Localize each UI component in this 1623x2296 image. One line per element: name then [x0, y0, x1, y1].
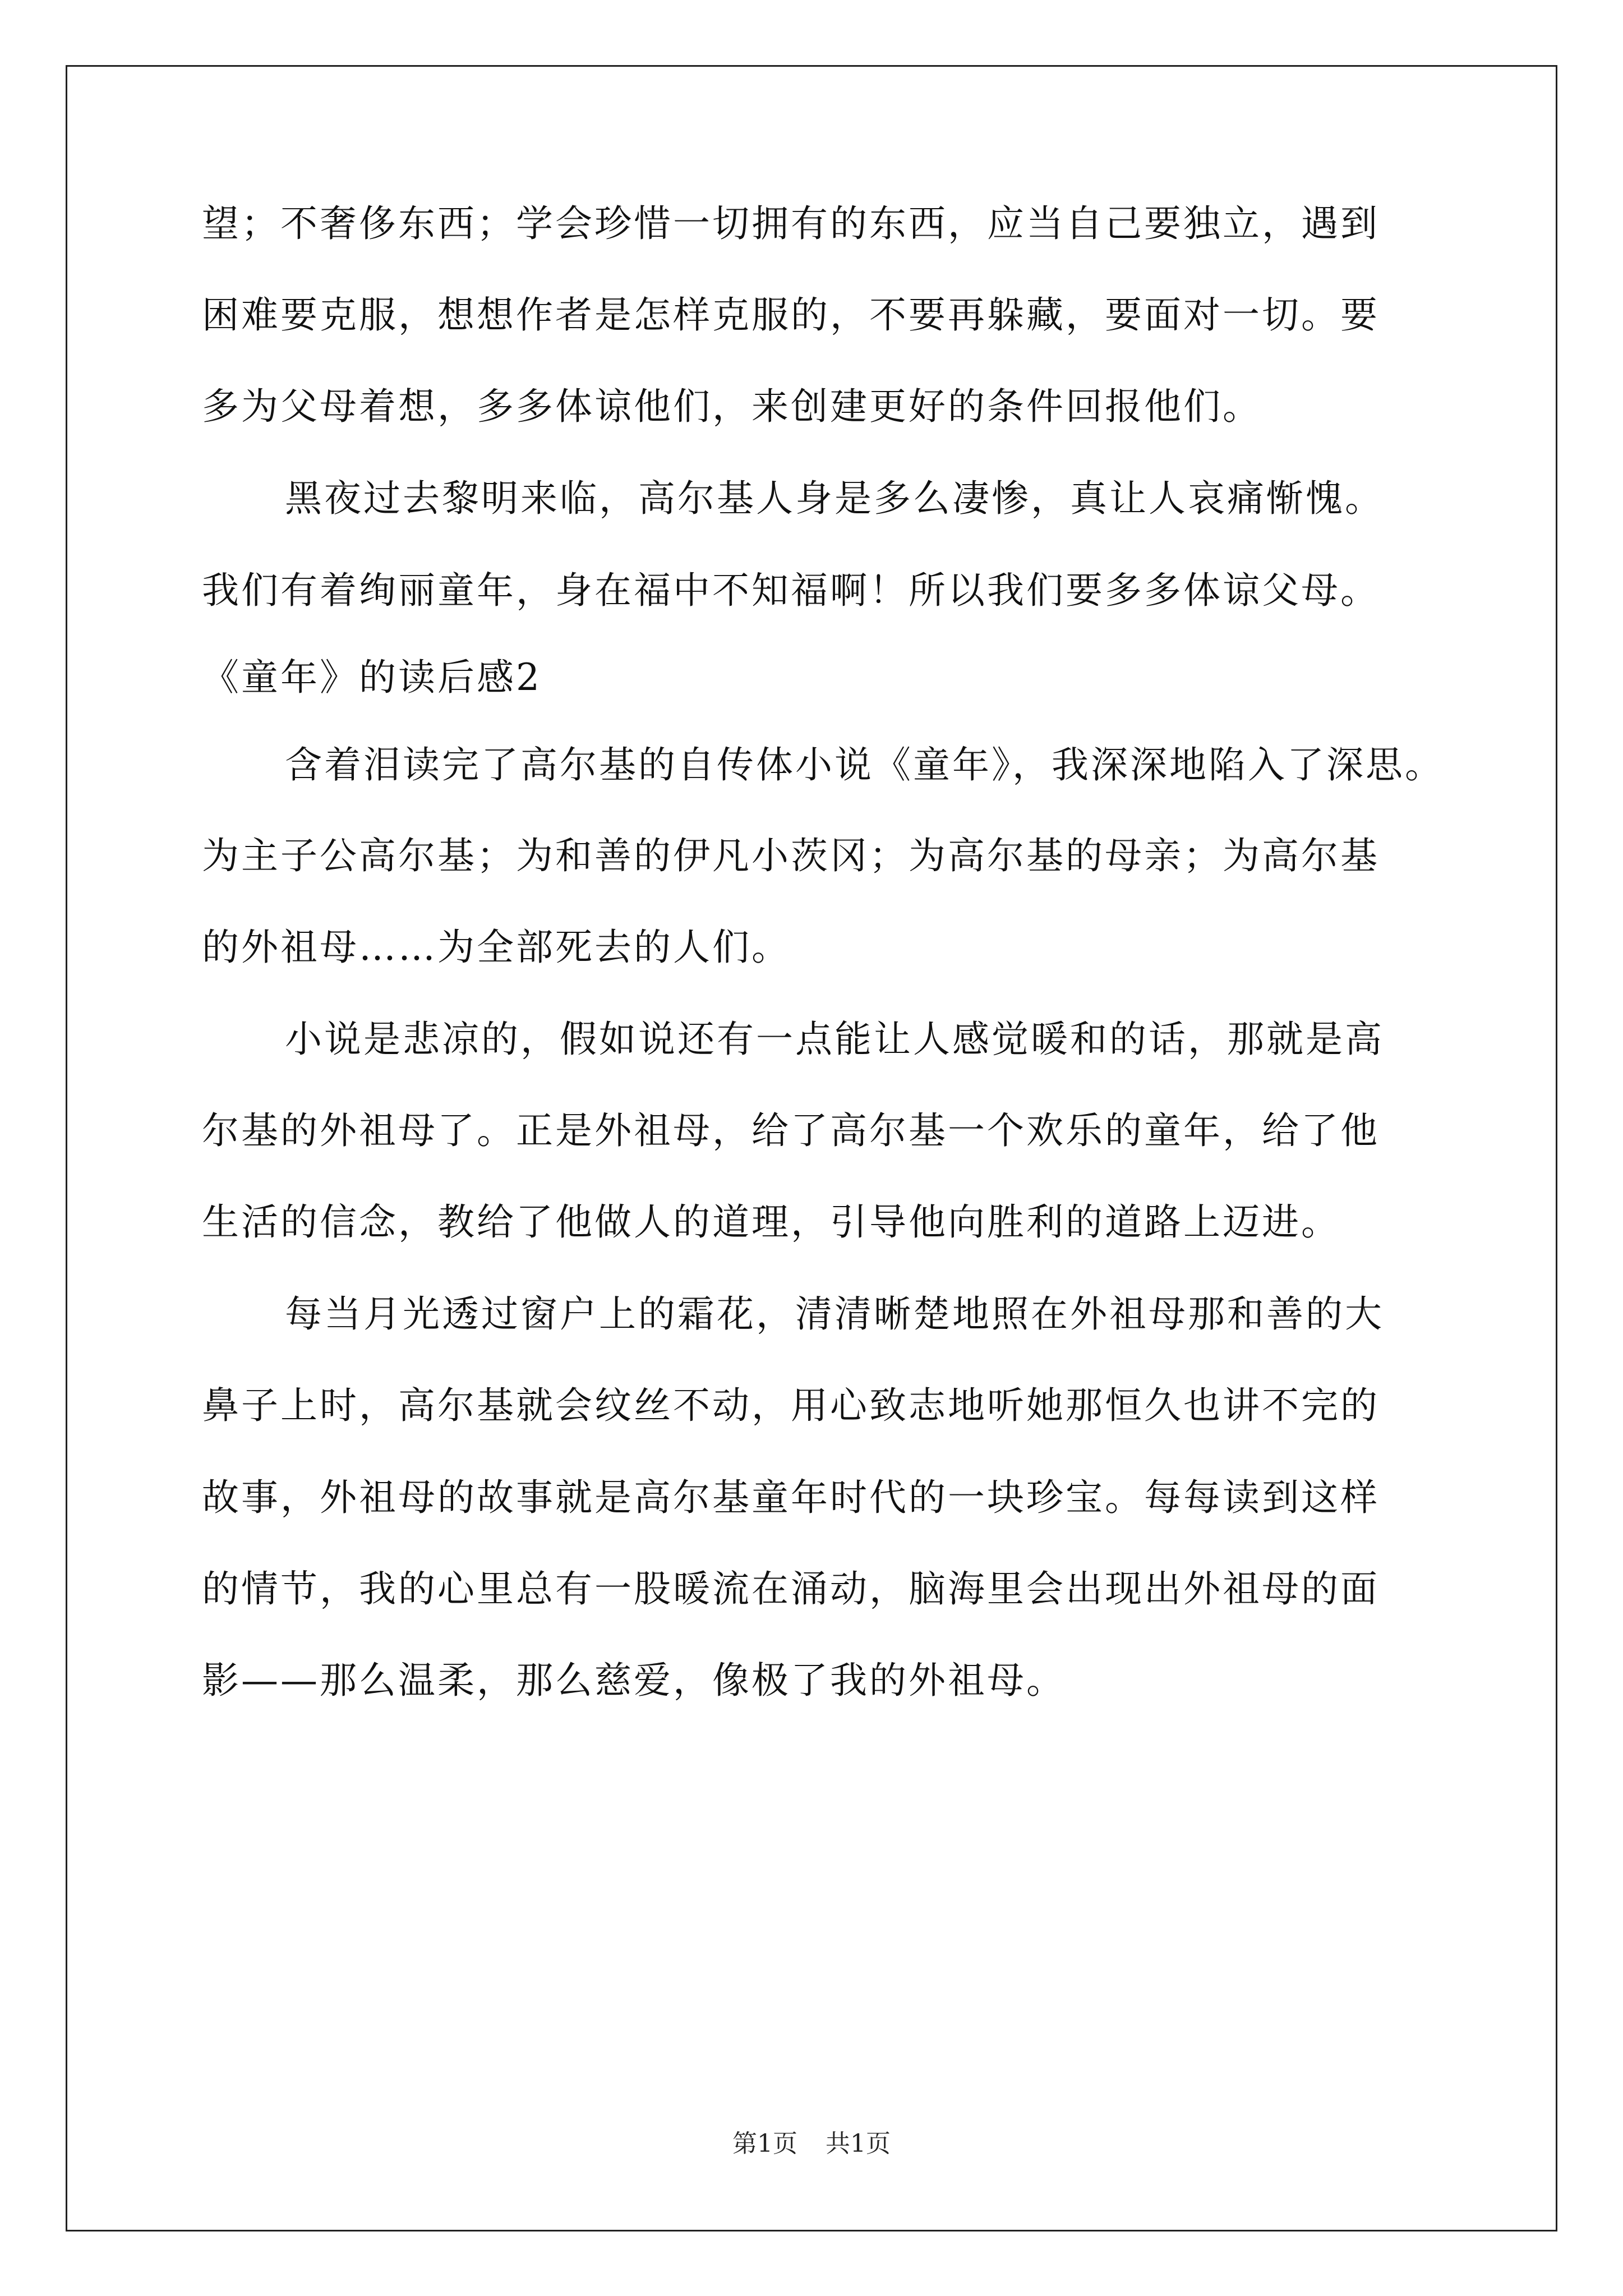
section-heading: 《童年》的读后感2 [202, 656, 542, 699]
text-line: 多为父母着想，多多体谅他们，来创建更好的条件回报他们。 [202, 385, 1262, 428]
text-line: 望；不奢侈东西；学会珍惜一切拥有的东西，应当自己要独立，遇到 [202, 202, 1380, 245]
page-footer [0, 2129, 1623, 2158]
paragraph-start: 含着泪读完了高尔基的自传体小说《童年》，我深深地陷入了深思。 [285, 743, 1444, 786]
text-line: 为主子公高尔基；为和善的伊凡小茨冈；为高尔基的母亲；为高尔基 [202, 834, 1380, 877]
paragraph-start: 黑夜过去黎明来临，高尔基人身是多么凄惨，真让人哀痛惭愧。 [285, 477, 1384, 520]
text-line: 影——那么温柔，那么慈爱，像极了我的外祖母。 [202, 1659, 1066, 1702]
paragraph-start: 每当月光透过窗户上的霜花，清清晰楚地照在外祖母那和善的大 [285, 1292, 1384, 1336]
text-line: 尔基的外祖母了。正是外祖母，给了高尔基一个欢乐的童年，给了他 [202, 1109, 1380, 1152]
text-line: 故事，外祖母的故事就是高尔基童年时代的一块珍宝。每每读到这样 [202, 1476, 1380, 1519]
text-line: 的情节，我的心里总有一股暖流在涌动，脑海里会出现出外祖母的面 [202, 1567, 1380, 1611]
text-line: 生活的信念，教给了他做人的道理，引导他向胜利的道路上迈进。 [202, 1200, 1340, 1244]
text-line: 困难要克服，想想作者是怎样克服的，不要再躲藏，要面对一切。要 [202, 293, 1380, 337]
text-line: 我们有着绚丽童年，身在福中不知福啊！所以我们要多多体谅父母。 [202, 569, 1380, 612]
text-line: 的外祖母……为全部死去的人们。 [202, 926, 791, 969]
paragraph-start: 小说是悲凉的，假如说还有一点能让人感觉暖和的话，那就是高 [285, 1018, 1384, 1061]
text-line: 鼻子上时，高尔基就会纹丝不动，用心致志地听她那恒久也讲不完的 [202, 1384, 1380, 1427]
page-number: 第1页 [732, 2129, 797, 2158]
page-total: 共1页 [826, 2129, 891, 2158]
